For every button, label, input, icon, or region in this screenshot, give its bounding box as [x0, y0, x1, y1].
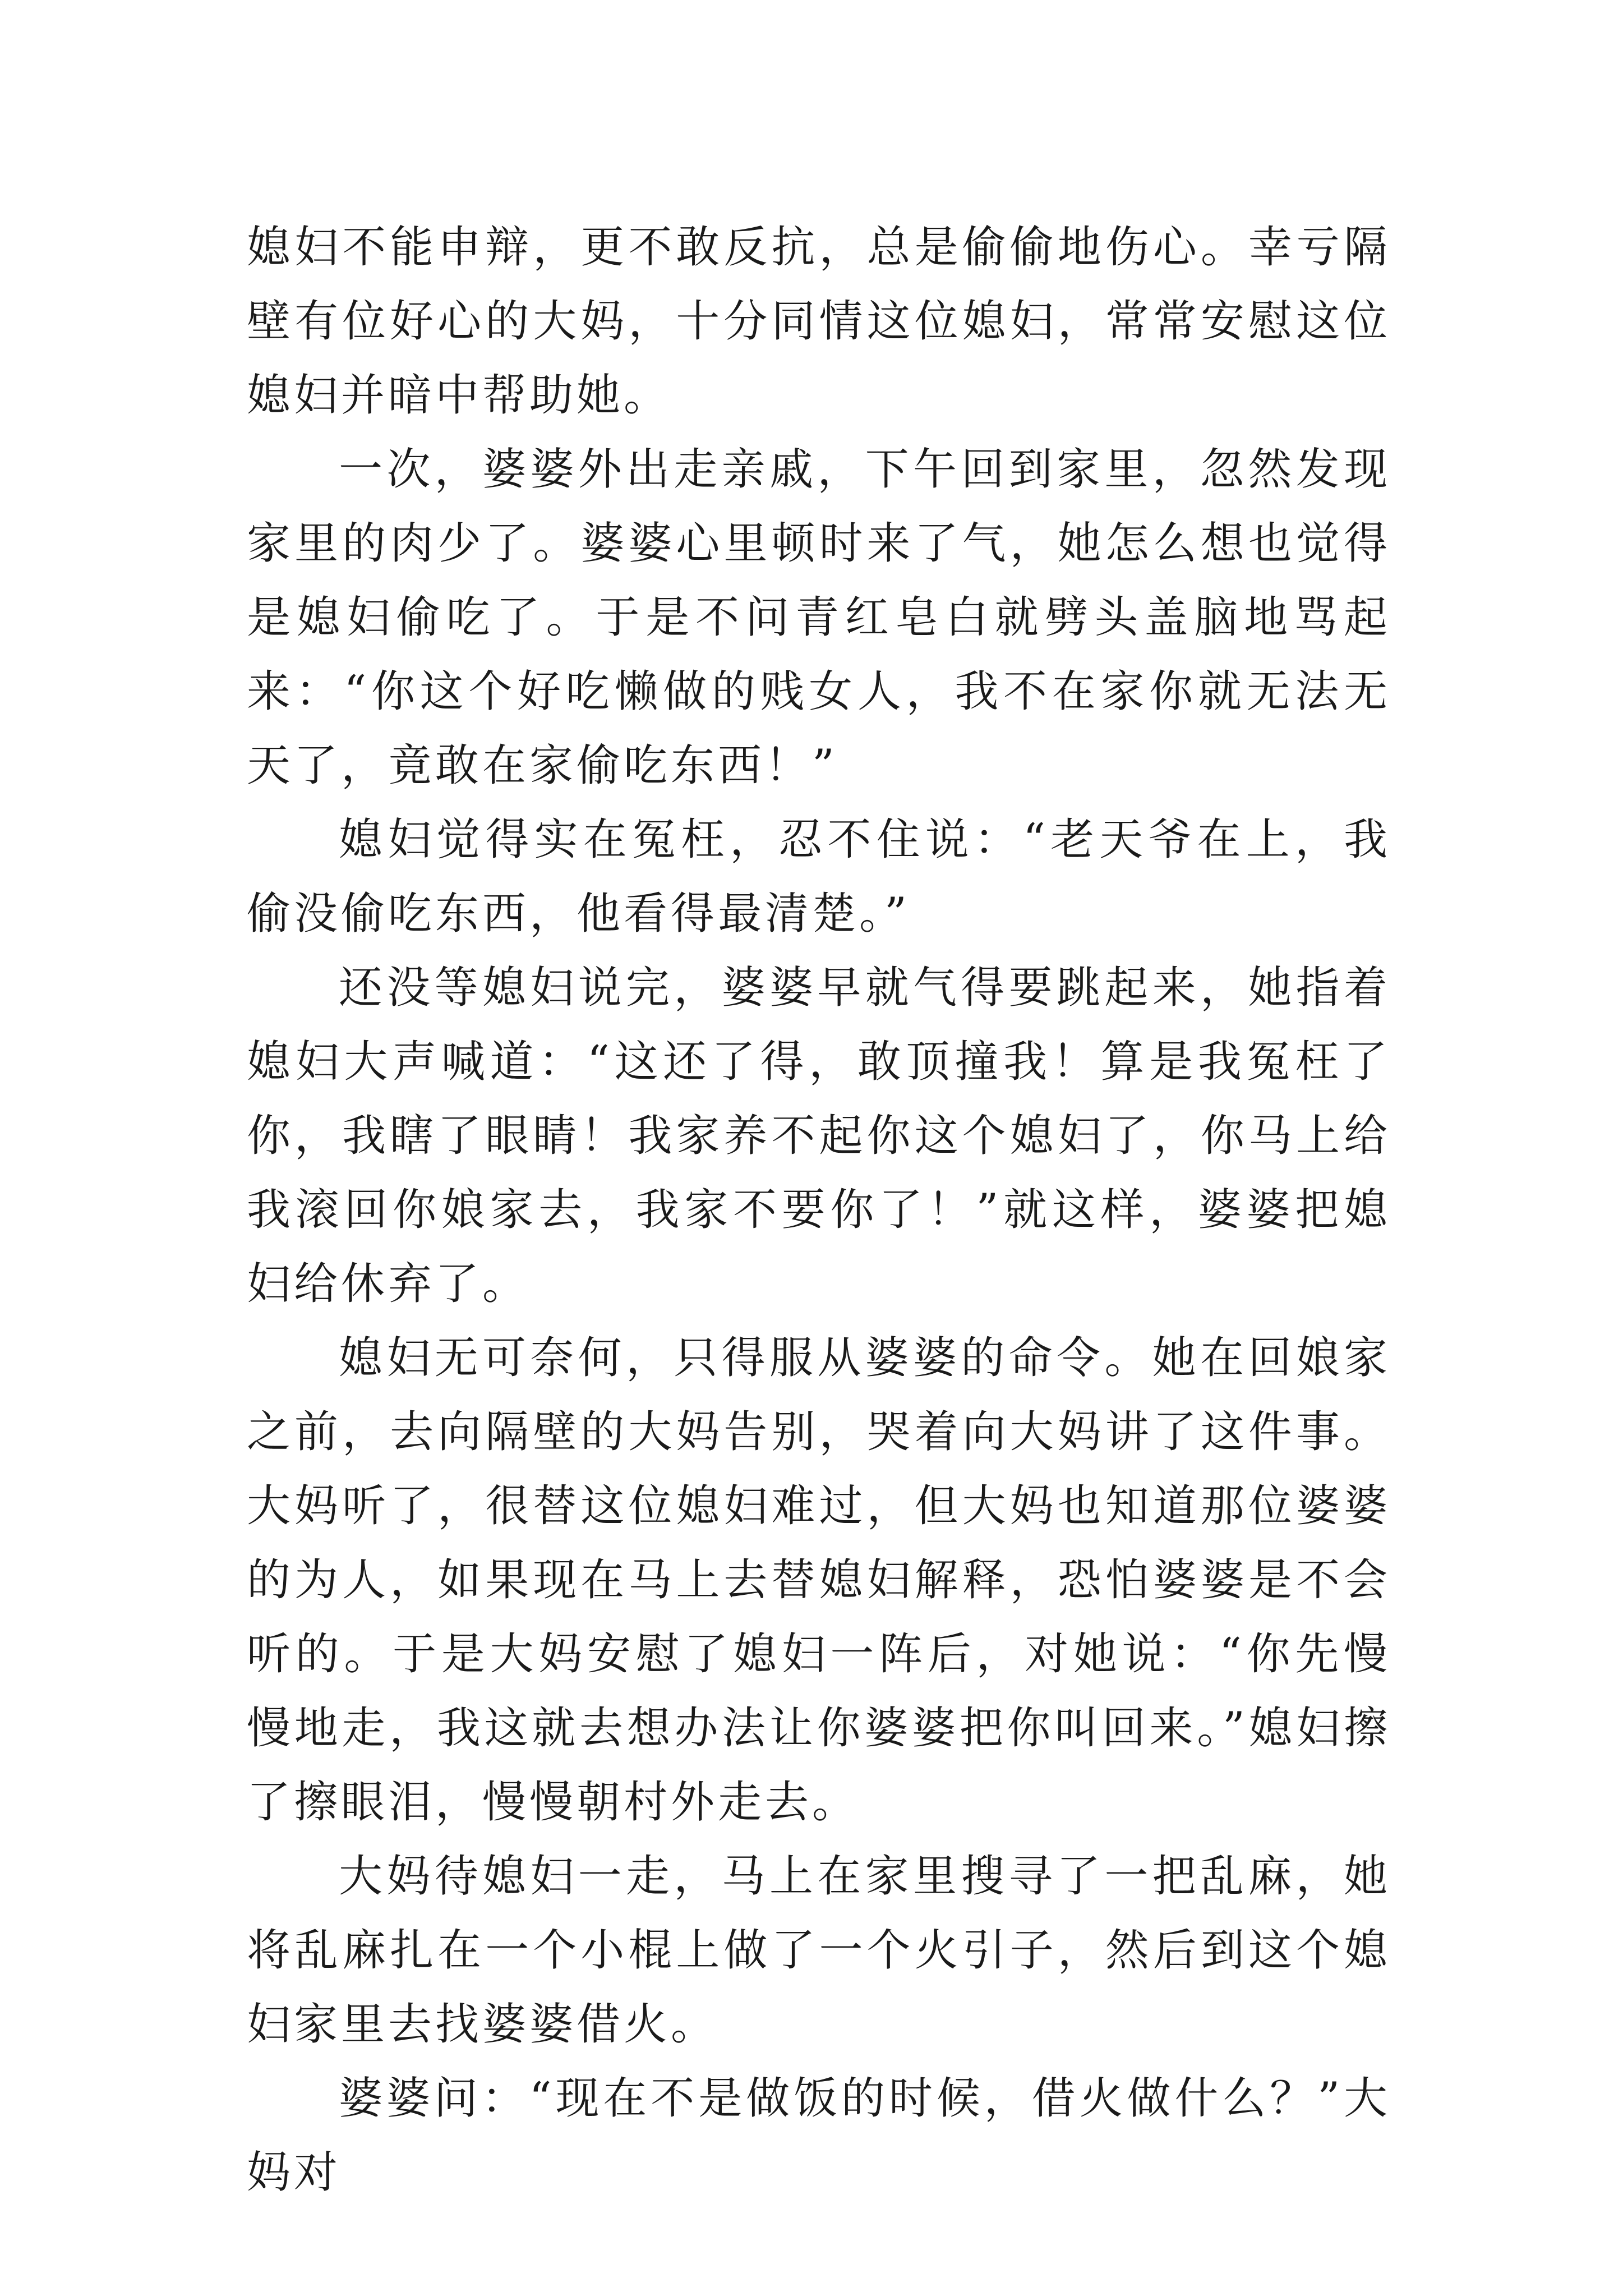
- paragraph-1: 媳妇不能申辩，更不敢反抗，总是偷偷地伤心。幸亏隔壁有位好心的大妈，十分同情这位媳妇，常常安慰这位媳妇并暗中帮助她。: [247, 222, 1391, 421]
- paragraph-6: 大妈待媳妇一走，马上在家里搜寻了一把乱麻，她将乱麻扎在一个小棍上做了一个火引子，然后到这个媳妇家里去找婆婆借火。: [247, 1851, 1391, 2050]
- paragraph-5: 媳妇无可奈何，只得服从婆婆的命令。她在回娘家之前，去向隔壁的大妈告别，哭着向大妈讲了这件事。大妈听了，很替这位媳妇难过，但大妈也知道那位婆婆的为人，如果现在马上去替媳妇解释，恐怕婆婆是不会听的。于是大妈安慰了媳妇一阵后，对她说：“你先慢慢地走，我这就去想办法让你婆婆把你叫回来。”媳妇擦了擦眼泪，慢慢朝村外走去。: [247, 1333, 1391, 1828]
- body-text: [247, 210, 1391, 2210]
- paragraph-7: 婆婆问：“现在不是做饭的时候，借火做什么？”大妈对: [247, 2073, 1391, 2198]
- paragraph-2: 一次，婆婆外出走亲戚，下午回到家里，忽然发现家里的肉少了。婆婆心里顿时来了气，她怎么想也觉得是媳妇偷吃了。于是不问青红皂白就劈头盖脑地骂起来：“你这个好吃懒做的贱女人，我不在家你就无法无天了，竟敢在家偷吃东西！”: [247, 444, 1391, 791]
- paragraph-4: 还没等媳妇说完，婆婆早就气得要跳起来，她指着媳妇大声喊道：“这还了得，敢顶撞我！算是我冤枉了你，我瞎了眼睛！我家养不起你这个媳妇了，你马上给我滚回你娘家去，我家不要你了！”就这样，婆婆把媳妇给休弃了。: [247, 963, 1391, 1309]
- paragraph-3: 媳妇觉得实在冤枉，忍不住说：“老天爷在上，我偷没偷吃东西，他看得最清楚。”: [247, 815, 1391, 939]
